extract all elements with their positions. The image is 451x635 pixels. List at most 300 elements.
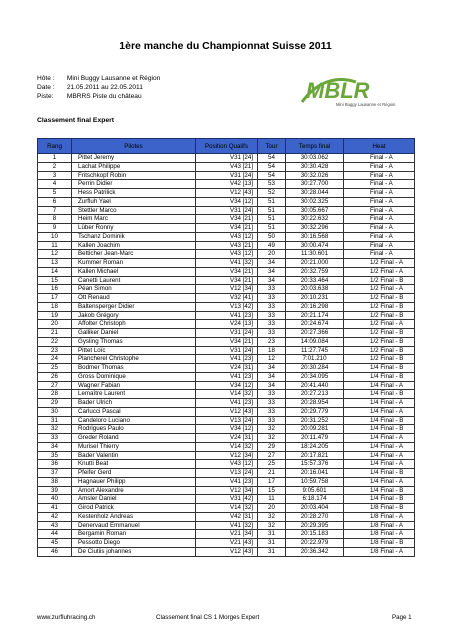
qualif-cell: V12 [34] bbox=[196, 285, 258, 294]
pilot-cell: Perrin Didier bbox=[72, 180, 196, 189]
rank-cell: 33 bbox=[38, 434, 72, 443]
heat-cell: Final - A bbox=[344, 241, 415, 250]
col-qualif-position: Position Qualifs bbox=[196, 139, 258, 154]
rank-cell: 27 bbox=[38, 381, 72, 390]
time-cell: 30:00.474 bbox=[286, 241, 344, 250]
rank-cell: 5 bbox=[38, 189, 72, 198]
rank-cell: 42 bbox=[38, 512, 72, 521]
heat-cell: 1/2 Final - A bbox=[344, 259, 415, 268]
rank-cell: 26 bbox=[38, 372, 72, 381]
table-row bbox=[38, 442, 415, 451]
laps-cell: 34 bbox=[258, 364, 286, 373]
date-label: Date : bbox=[37, 84, 55, 91]
page-title: 1ère manche du Championnat Suisse 2011 bbox=[119, 40, 332, 52]
pilot-cell: Lemaître Laurent bbox=[72, 390, 196, 399]
laps-cell: 20 bbox=[258, 504, 286, 513]
qualif-cell: V12 [43] bbox=[196, 407, 258, 416]
heat-cell: 1/4 Final - B bbox=[344, 469, 415, 478]
heat-cell: 1/8 Final - A bbox=[344, 530, 415, 539]
pilot-cell: De Ciutiis johannes bbox=[72, 547, 196, 556]
rank-cell: 19 bbox=[38, 311, 72, 320]
laps-cell: 51 bbox=[258, 224, 286, 233]
pilot-cell: Heim Marc bbox=[72, 215, 196, 224]
table-row bbox=[38, 355, 415, 364]
rank-cell: 11 bbox=[38, 241, 72, 250]
pilot-cell: Betticher Jean-Marc bbox=[72, 250, 196, 259]
laps-cell: 27 bbox=[258, 451, 286, 460]
heat-cell: Final - A bbox=[344, 189, 415, 198]
heat-cell: 1/4 Final - A bbox=[344, 477, 415, 486]
qualif-cell: V42 [31] bbox=[196, 512, 258, 521]
rank-cell: 41 bbox=[38, 504, 72, 513]
pilot-cell: Hagnauer Philipp bbox=[72, 477, 196, 486]
table-row bbox=[38, 407, 415, 416]
qualif-cell: V13 [24] bbox=[196, 416, 258, 425]
pilot-cell: Canetti Laurent bbox=[72, 276, 196, 285]
table-row bbox=[38, 276, 415, 285]
time-cell: 20:34.095 bbox=[286, 372, 344, 381]
qualif-cell: V12 [43] bbox=[196, 547, 258, 556]
rank-cell: 6 bbox=[38, 197, 72, 206]
heat-cell: 1/4 Final - A bbox=[344, 451, 415, 460]
table-row bbox=[38, 320, 415, 329]
rank-cell: 10 bbox=[38, 232, 72, 241]
pilot-cell: Kummer Roman bbox=[72, 259, 196, 268]
date-value: 21.05.2011 au 22.05.2011 bbox=[66, 84, 143, 91]
pilot-cell: Lachat Philippe bbox=[72, 162, 196, 171]
time-cell: 20:41.440 bbox=[286, 381, 344, 390]
heat-cell: 1/4 Final - A bbox=[344, 442, 415, 451]
qualif-cell: V31 [24] bbox=[196, 154, 258, 163]
laps-cell: 50 bbox=[258, 232, 286, 241]
pilot-cell: Carlucci Pascal bbox=[72, 407, 196, 416]
pilot-cell: Plancherel Christophe bbox=[72, 355, 196, 364]
pilot-cell: Péan Simon bbox=[72, 285, 196, 294]
time-cell: 20:32.759 bbox=[286, 267, 344, 276]
laps-cell: 33 bbox=[258, 390, 286, 399]
pilot-cell: Rodrigues Paulo bbox=[72, 425, 196, 434]
laps-cell: 21 bbox=[258, 469, 286, 478]
heat-cell: 1/2 Final - A bbox=[344, 267, 415, 276]
date-row bbox=[37, 83, 160, 92]
table-row bbox=[38, 381, 415, 390]
pilot-cell: Wagner Fabian bbox=[72, 381, 196, 390]
rank-cell: 36 bbox=[38, 460, 72, 469]
table-row bbox=[38, 302, 415, 311]
time-cell: 15:57.376 bbox=[286, 460, 344, 469]
heat-cell: Final - A bbox=[344, 232, 415, 241]
time-cell: 20:03.638 bbox=[286, 285, 344, 294]
heat-cell: 1/2 Final - B bbox=[344, 276, 415, 285]
rank-cell: 32 bbox=[38, 425, 72, 434]
heat-cell: 1/8 Final - B bbox=[344, 539, 415, 548]
rank-cell: 44 bbox=[38, 530, 72, 539]
pilot-cell: Girod Patrick bbox=[72, 504, 196, 513]
heat-cell: 1/4 Final - A bbox=[344, 399, 415, 408]
col-final-time: Temps final bbox=[286, 139, 344, 154]
table-row bbox=[38, 477, 415, 486]
qualif-cell: V34 [21] bbox=[196, 267, 258, 276]
laps-cell: 52 bbox=[258, 189, 286, 198]
qualif-cell: V24 [31] bbox=[196, 364, 258, 373]
heat-cell: 1/2 Final - A bbox=[344, 285, 415, 294]
rank-cell: 35 bbox=[38, 451, 72, 460]
pilot-cell: Pessotto Diego bbox=[72, 539, 196, 548]
laps-cell: 54 bbox=[258, 171, 286, 180]
laps-cell: 34 bbox=[258, 381, 286, 390]
time-cell: 6:18.174 bbox=[286, 495, 344, 504]
laps-cell: 32 bbox=[258, 521, 286, 530]
track-label: Piste: bbox=[37, 93, 54, 100]
table-row bbox=[38, 434, 415, 443]
pilot-cell: Baltensperger Didier bbox=[72, 302, 196, 311]
heat-cell: 1/8 Final - A bbox=[344, 512, 415, 521]
pilot-cell: Hess Patrilick bbox=[72, 189, 196, 198]
rank-cell: 28 bbox=[38, 390, 72, 399]
laps-cell: 49 bbox=[258, 241, 286, 250]
qualif-cell: V34 [12] bbox=[196, 197, 258, 206]
heat-cell: 1/8 Final - A bbox=[344, 521, 415, 530]
pilot-cell: Amsler Daniel bbox=[72, 495, 196, 504]
rank-cell: 17 bbox=[38, 294, 72, 303]
laps-cell: 32 bbox=[258, 434, 286, 443]
qualif-cell: V31 [24] bbox=[196, 329, 258, 338]
rank-cell: 9 bbox=[38, 224, 72, 233]
laps-cell: 15 bbox=[258, 486, 286, 495]
table-row bbox=[38, 250, 415, 259]
laps-cell: 34 bbox=[258, 259, 286, 268]
pilot-cell: Denervaud Emmanuel bbox=[72, 521, 196, 530]
qualif-cell: V41 [32] bbox=[196, 521, 258, 530]
table-row bbox=[38, 154, 415, 163]
qualif-cell: V31 [24] bbox=[196, 171, 258, 180]
laps-cell: 33 bbox=[258, 294, 286, 303]
time-cell: 20:11.479 bbox=[286, 434, 344, 443]
table-row bbox=[38, 311, 415, 320]
rank-cell: 8 bbox=[38, 215, 72, 224]
laps-cell: 34 bbox=[258, 276, 286, 285]
laps-cell: 33 bbox=[258, 320, 286, 329]
pilot-cell: Knutti Beat bbox=[72, 460, 196, 469]
table-row bbox=[38, 469, 415, 478]
pilot-cell: Kallen Joachim bbox=[72, 241, 196, 250]
qualif-cell: V43 [21] bbox=[196, 241, 258, 250]
time-cell: 20:16.298 bbox=[286, 302, 344, 311]
qualif-cell: V34 [21] bbox=[196, 337, 258, 346]
rank-cell: 22 bbox=[38, 337, 72, 346]
time-cell: 30:16.568 bbox=[286, 232, 344, 241]
laps-cell: 17 bbox=[258, 477, 286, 486]
heat-cell: Final - A bbox=[344, 206, 415, 215]
rank-cell: 13 bbox=[38, 259, 72, 268]
table-row bbox=[38, 206, 415, 215]
rank-cell: 4 bbox=[38, 180, 72, 189]
pilot-cell: Bader Ulrich bbox=[72, 399, 196, 408]
qualif-cell: V12 [34] bbox=[196, 486, 258, 495]
qualif-cell: V43 [12] bbox=[196, 460, 258, 469]
table-row bbox=[38, 425, 415, 434]
qualif-cell: V41 [23] bbox=[196, 355, 258, 364]
track-row bbox=[37, 92, 160, 101]
laps-cell: 33 bbox=[258, 302, 286, 311]
host-value: Mini Buggy Lausanne et Région bbox=[66, 75, 161, 82]
table-row bbox=[38, 294, 415, 303]
qualif-cell: V41 [23] bbox=[196, 372, 258, 381]
qualif-cell: V14 [32] bbox=[196, 390, 258, 399]
section-title: Classement final Expert bbox=[37, 117, 115, 124]
time-cell: 20:28.954 bbox=[286, 399, 344, 408]
rank-cell: 23 bbox=[38, 346, 72, 355]
laps-cell: 31 bbox=[258, 547, 286, 556]
table-row bbox=[38, 364, 415, 373]
time-cell: 20:27.213 bbox=[286, 390, 344, 399]
heat-cell: Final - A bbox=[344, 180, 415, 189]
host-row bbox=[37, 74, 160, 83]
qualif-cell: V32 [41] bbox=[196, 294, 258, 303]
time-cell: 30:32.296 bbox=[286, 224, 344, 233]
time-cell: 20:17.821 bbox=[286, 451, 344, 460]
pilot-cell: Pittet Loïc bbox=[72, 346, 196, 355]
footer-website: www.zurfluhracing.ch bbox=[37, 614, 96, 621]
qualif-cell: V41 [32] bbox=[196, 259, 258, 268]
table-row bbox=[38, 547, 415, 556]
rank-cell: 16 bbox=[38, 285, 72, 294]
time-cell: 20:21.000 bbox=[286, 259, 344, 268]
table-row bbox=[38, 539, 415, 548]
rank-cell: 7 bbox=[38, 206, 72, 215]
pilot-cell: Bodmer Thomas bbox=[72, 364, 196, 373]
heat-cell: 1/2 Final - B bbox=[344, 329, 415, 338]
qualif-cell: V12 [34] bbox=[196, 451, 258, 460]
table-row bbox=[38, 416, 415, 425]
laps-cell: 33 bbox=[258, 416, 286, 425]
footer-page-number: Page 1 bbox=[392, 614, 412, 621]
time-cell: 20:29.395 bbox=[286, 521, 344, 530]
heat-cell: 1/4 Final - B bbox=[344, 372, 415, 381]
time-cell: 10:59.758 bbox=[286, 477, 344, 486]
pilot-cell: Kestenholz Andreas bbox=[72, 512, 196, 521]
heat-cell: 1/2 Final - A bbox=[344, 320, 415, 329]
laps-cell: 51 bbox=[258, 206, 286, 215]
rank-cell: 21 bbox=[38, 329, 72, 338]
mblr-logo bbox=[298, 72, 410, 110]
rank-cell: 37 bbox=[38, 469, 72, 478]
rank-cell: 14 bbox=[38, 267, 72, 276]
heat-cell: 1/4 Final - B bbox=[344, 495, 415, 504]
time-cell: 9:05.601 bbox=[286, 486, 344, 495]
heat-cell: 1/2 Final - B bbox=[344, 337, 415, 346]
qualif-cell: V34 [21] bbox=[196, 215, 258, 224]
heat-cell: 1/2 Final - B bbox=[344, 294, 415, 303]
heat-cell: 1/4 Final - B bbox=[344, 425, 415, 434]
laps-cell: 23 bbox=[258, 337, 286, 346]
time-cell: 20:09.281 bbox=[286, 425, 344, 434]
pilot-cell: Zurfluh Yael bbox=[72, 197, 196, 206]
heat-cell: Final - A bbox=[344, 171, 415, 180]
table-row bbox=[38, 224, 415, 233]
table-row bbox=[38, 171, 415, 180]
rank-cell: 3 bbox=[38, 171, 72, 180]
qualif-cell: V14 [32] bbox=[196, 504, 258, 513]
time-cell: 20:33.464 bbox=[286, 276, 344, 285]
laps-cell: 53 bbox=[258, 180, 286, 189]
rank-cell: 30 bbox=[38, 407, 72, 416]
heat-cell: 1/4 Final - B bbox=[344, 390, 415, 399]
qualif-cell: V13 [24] bbox=[196, 469, 258, 478]
svg-text:Mini Buggy Lausanne et Région: Mini Buggy Lausanne et Région bbox=[336, 102, 396, 107]
svg-text:MBLR: MBLR bbox=[306, 78, 370, 103]
pilot-cell: Gross Dominique bbox=[72, 372, 196, 381]
pilot-cell: Fritschkopf Robin bbox=[72, 171, 196, 180]
laps-cell: 33 bbox=[258, 399, 286, 408]
table-row bbox=[38, 460, 415, 469]
time-cell: 20:27.366 bbox=[286, 329, 344, 338]
rank-cell: 18 bbox=[38, 302, 72, 311]
table-row bbox=[38, 372, 415, 381]
laps-cell: 33 bbox=[258, 407, 286, 416]
qualif-cell: V43 [21] bbox=[196, 162, 258, 171]
table-row bbox=[38, 267, 415, 276]
qualif-cell: V34 [21] bbox=[196, 276, 258, 285]
laps-cell: 31 bbox=[258, 539, 286, 548]
table-row bbox=[38, 521, 415, 530]
time-cell: 30:32.026 bbox=[286, 171, 344, 180]
qualif-cell: V14 [32] bbox=[196, 442, 258, 451]
table-row bbox=[38, 285, 415, 294]
laps-cell: 34 bbox=[258, 267, 286, 276]
col-laps: Tour bbox=[258, 139, 286, 154]
laps-cell: 31 bbox=[258, 530, 286, 539]
results-table bbox=[37, 138, 415, 557]
pilot-cell: Ott Renaud bbox=[72, 294, 196, 303]
rank-cell: 24 bbox=[38, 355, 72, 364]
rank-cell: 25 bbox=[38, 364, 72, 373]
heat-cell: 1/4 Final - A bbox=[344, 434, 415, 443]
time-cell: 18:24.205 bbox=[286, 442, 344, 451]
heat-cell: Final - A bbox=[344, 162, 415, 171]
table-row bbox=[38, 530, 415, 539]
laps-cell: 18 bbox=[258, 346, 286, 355]
heat-cell: 1/4 Final - B bbox=[344, 486, 415, 495]
pilot-cell: Tschanz Dominik bbox=[72, 232, 196, 241]
rank-cell: 45 bbox=[38, 539, 72, 548]
table-row bbox=[38, 189, 415, 198]
rank-cell: 29 bbox=[38, 399, 72, 408]
pilot-cell: Gysling Thomas bbox=[72, 337, 196, 346]
time-cell: 30:03.062 bbox=[286, 154, 344, 163]
qualif-cell: V43 [12] bbox=[196, 250, 258, 259]
heat-cell: Final - A bbox=[344, 224, 415, 233]
time-cell: 7:01.210 bbox=[286, 355, 344, 364]
qualif-cell: V21 [34] bbox=[196, 530, 258, 539]
qualif-cell: V41 [23] bbox=[196, 311, 258, 320]
time-cell: 20:15.183 bbox=[286, 530, 344, 539]
table-row bbox=[38, 162, 415, 171]
table-header-row bbox=[38, 139, 415, 154]
col-pilots: Pilotes bbox=[72, 139, 196, 154]
time-cell: 20:29.779 bbox=[286, 407, 344, 416]
qualif-cell: V12 [43] bbox=[196, 189, 258, 198]
laps-cell: 51 bbox=[258, 197, 286, 206]
table-row bbox=[38, 346, 415, 355]
laps-cell: 25 bbox=[258, 460, 286, 469]
table-row bbox=[38, 180, 415, 189]
qualif-cell: V31 [24] bbox=[196, 206, 258, 215]
rank-cell: 1 bbox=[38, 154, 72, 163]
table-row bbox=[38, 495, 415, 504]
laps-cell: 34 bbox=[258, 372, 286, 381]
heat-cell: Final - A bbox=[344, 250, 415, 259]
laps-cell: 20 bbox=[258, 250, 286, 259]
table-row bbox=[38, 259, 415, 268]
table-row bbox=[38, 329, 415, 338]
rank-cell: 40 bbox=[38, 495, 72, 504]
table-row bbox=[38, 215, 415, 224]
pilot-cell: Murisel Thierry bbox=[72, 442, 196, 451]
pilot-cell: Pittet Jeremy bbox=[72, 154, 196, 163]
qualif-cell: V34 [12] bbox=[196, 381, 258, 390]
time-cell: 20:28.270 bbox=[286, 512, 344, 521]
pilot-cell: Affolter Christoph bbox=[72, 320, 196, 329]
table-row bbox=[38, 512, 415, 521]
rank-cell: 2 bbox=[38, 162, 72, 171]
heat-cell: 1/4 Final - A bbox=[344, 407, 415, 416]
table-row bbox=[38, 504, 415, 513]
rank-cell: 39 bbox=[38, 486, 72, 495]
heat-cell: Final - A bbox=[344, 154, 415, 163]
heat-cell: 1/4 Final - B bbox=[344, 416, 415, 425]
laps-cell: 32 bbox=[258, 425, 286, 434]
pilot-cell: Candeloro Luciano bbox=[72, 416, 196, 425]
col-rank: Rang bbox=[38, 139, 72, 154]
pilot-cell: Pfeifer Gerd bbox=[72, 469, 196, 478]
time-cell: 30:05.667 bbox=[286, 206, 344, 215]
qualif-cell: V13 [42] bbox=[196, 302, 258, 311]
time-cell: 30:02.325 bbox=[286, 197, 344, 206]
rank-cell: 43 bbox=[38, 521, 72, 530]
qualif-cell: V34 [12] bbox=[196, 425, 258, 434]
laps-cell: 33 bbox=[258, 285, 286, 294]
pilot-cell: Bergamin Roman bbox=[72, 530, 196, 539]
laps-cell: 29 bbox=[258, 442, 286, 451]
qualif-cell: V24 [31] bbox=[196, 434, 258, 443]
laps-cell: 33 bbox=[258, 329, 286, 338]
rank-cell: 20 bbox=[38, 320, 72, 329]
laps-cell: 54 bbox=[258, 154, 286, 163]
qualif-cell: V42 [13] bbox=[196, 180, 258, 189]
pilot-cell: Kallen Michael bbox=[72, 267, 196, 276]
heat-cell: 1/4 Final - B bbox=[344, 364, 415, 373]
heat-cell: 1/2 Final - B bbox=[344, 302, 415, 311]
table-row bbox=[38, 451, 415, 460]
pilot-cell: Lüber Ronny bbox=[72, 224, 196, 233]
footer-document-name: Classement final CS 1 Morges Expert bbox=[156, 614, 260, 621]
pilot-cell: Galliker Daniel bbox=[72, 329, 196, 338]
heat-cell: 1/8 Final - A bbox=[344, 547, 415, 556]
qualif-cell: V21 [43] bbox=[196, 539, 258, 548]
heat-cell: Final - A bbox=[344, 197, 415, 206]
pilot-cell: Stettler Marco bbox=[72, 206, 196, 215]
heat-cell: 1/8 Final - B bbox=[344, 504, 415, 513]
rank-cell: 46 bbox=[38, 547, 72, 556]
table-row bbox=[38, 337, 415, 346]
time-cell: 11:30.601 bbox=[286, 250, 344, 259]
heat-cell: Final - A bbox=[344, 215, 415, 224]
qualif-cell: V41 [23] bbox=[196, 477, 258, 486]
rank-cell: 31 bbox=[38, 416, 72, 425]
qualif-cell: V31 [24] bbox=[196, 346, 258, 355]
pilot-cell: Amort Alexandre bbox=[72, 486, 196, 495]
